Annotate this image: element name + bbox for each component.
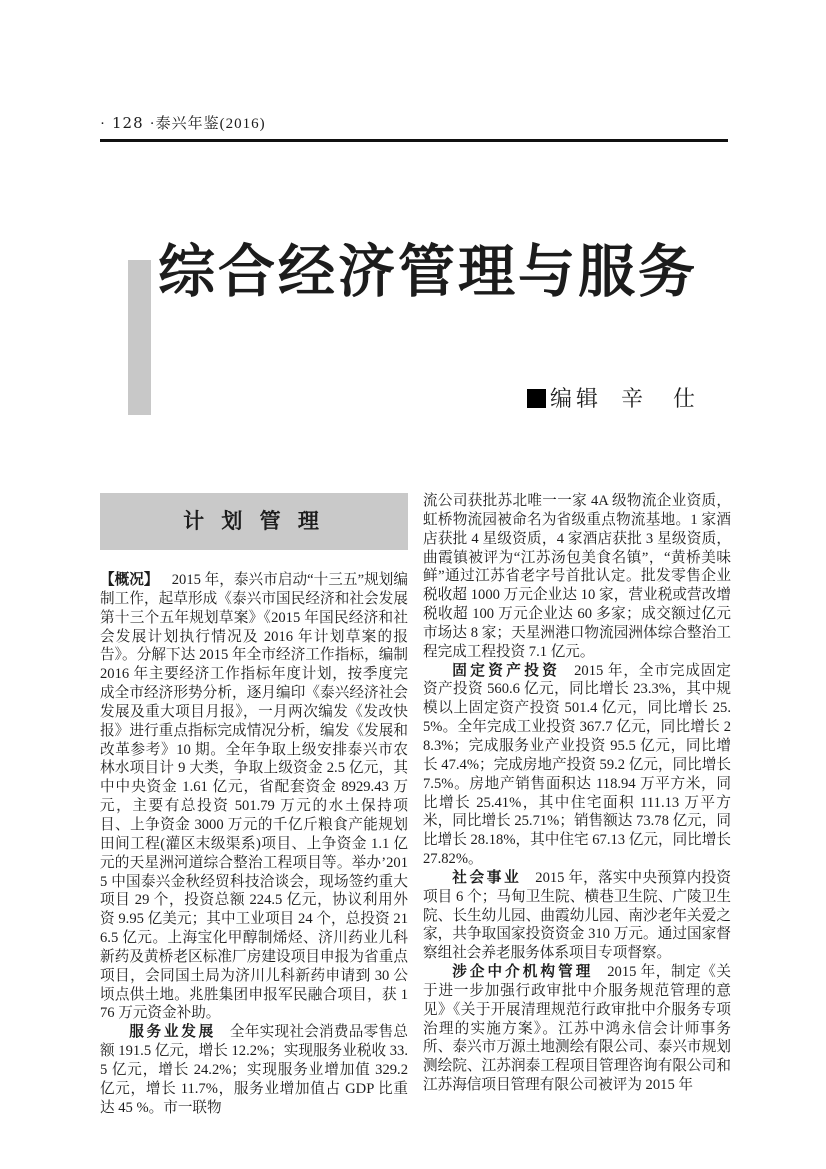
book-title: 泰兴年鉴(2016): [155, 116, 266, 132]
paragraph-lead: 【概况】: [100, 572, 159, 588]
paragraph-services-continued: [423, 492, 731, 662]
paragraph-services: [100, 1023, 408, 1117]
paragraph-fixed-asset-investment: [423, 662, 731, 869]
section-header: [100, 493, 408, 550]
paragraph-social-programs: [423, 869, 731, 963]
paragraph-text: 2015 年，全市完成固定资产投资 560.6 亿元，同比增长 23.3%，其中规模以上固定资产投资 501.4 亿元，同比增长 25.5%。全年完成工业投资 367.7 亿元，同比增长 28.3%；完成服务业产业投资 95.5 亿元，同比增长 47.4%；完成房地产投资 59.2 亿元，同比增长 7.5%。房地产销售面积达 118.94 万平方米，同比增长 25.41%，其中住宅面积 111.13 万平方米，同比增长 25.71%；销售额达 73.78 亿元，同比增长 28.18%，其中住宅 67.13 亿元，同比增长 27.82%。: [423, 662, 731, 868]
paragraph-lead: 固定资产投资: [452, 662, 561, 679]
editor-line: [527, 382, 727, 413]
section-title: 计 划 管 理: [183, 509, 325, 533]
paragraph-text: 2015 年，制定《关于进一步加强行政审批中介服务规范管理的意见》《关于开展清理规范行政审批中介服务专项治理的实施方案》。江苏中鸿永信会计师事务所、泰兴市万源土地测绘有限公司、泰兴市规划测绘院、江苏润泰工程项目管理咨询有限公司和江苏海信项目管理有限公司被评为 2015 年: [423, 964, 731, 1094]
chapter-title: 综合经济管理与服务: [158, 241, 698, 304]
column-left: [100, 493, 408, 1117]
paragraph-lead: 涉企中介机构管理: [452, 964, 594, 981]
paragraph-intermediary-management: [423, 963, 731, 1095]
editor-square-icon: [527, 389, 546, 408]
paragraph-overview: [100, 571, 408, 1023]
paragraph-text: 流公司获批苏北唯一一家 4A 级物流企业资质，虹桥物流园被命名为省级重点物流基地。1 家酒店获批 4 星级资质，4 家酒店获批 3 星级资质，曲霞镇被评为“江苏汤包美食名镇”，“黄桥美味鲜”通过江苏省老字号首批认定。批发零售企业税收超 1000 万元企业达 10 家，营业税或营改增税收超 100 万元企业达 60 多家；成交额过亿元市场达 8 家；天星洲港口物流园洲体综合整治工程完成工程投资 7.1 亿元。: [423, 493, 731, 660]
editor-name: 辛 仕: [621, 386, 700, 411]
folio-dot-left: ·: [100, 116, 106, 132]
page-number: 128: [112, 114, 144, 132]
header-rule: [100, 139, 728, 142]
paragraph-text: 2015 年，泰兴市启动“十三五”规划编制工作，起草形成《泰兴市国民经济和社会发展第十三个五年规划草案》《2015 年国民经济和社会发展计划执行情况及 2016 年计划草案的报告》。分解下达 2015 年全市经济工作指标，编制 2016 年主要经济工作指标年度计划，按季度完成全市经济形势分析，逐月编印《泰兴经济社会发展及重大项目月报》，一月两次编发《发改快报》进行重点指标完成情况分析，编发《发展和改革参考》10 期。全年争取上级安排泰兴市农林水项目计 9 大类，争取上级资金 2.5 亿元，其中中央资金 1.61 亿元，省配套资金 8929.43 万元，主要有总投资 501.79 万元的水土保持项目、上争资金 3000 万元的千亿斤粮食产能规划田间工程(灌区末级渠系)项目、上争资金 1.1 亿元的天星洲河道综合整治工程项目等。举办’2015 中国泰兴金秋经贸科技洽谈会，现场签约重大项目 29 个，投资总额 224.5 亿元，协议利用外资 9.95 亿美元；其中工业项目 24 个，总投资 216.5 亿元。上海宝化甲醇制烯烃、济川药业儿科新药及黄桥老区标准厂房建设项目申报为省重点项目，会同国土局为济川儿科新药申请到 30 公顷点供土地。兆胜集团申报军民融合项目，获 176 万元资金补助。: [100, 572, 408, 1022]
paragraph-text: 2015 年，落实中央预算内投资项目 6 个；马甸卫生院、横巷卫生院、广陵卫生院、长生幼儿园、曲霞幼儿园、南沙老年关爱之家，共争取国家投资资金 310 万元。通过国家督察组社会养老服务体系项目专项督察。: [423, 869, 731, 962]
column-right: [423, 492, 731, 1095]
paragraph-text: 全年实现社会消费品零售总额 191.5 亿元，增长 12.2%；实现服务业税收 33.5 亿元，增长 24.2%；实现服务业增加值 329.2 亿元，增长 11.7%，服务业增加值占 GDP 比重达 45 %。市一联物: [100, 1024, 408, 1116]
paragraph-lead: 服务业发展: [129, 1024, 217, 1041]
folio-dot-right: ·: [149, 116, 156, 132]
page-header: [100, 112, 730, 133]
editor-label: 编辑: [550, 386, 603, 411]
title-accent-bar: [128, 260, 151, 415]
paragraph-lead: 社会事业: [452, 869, 522, 886]
